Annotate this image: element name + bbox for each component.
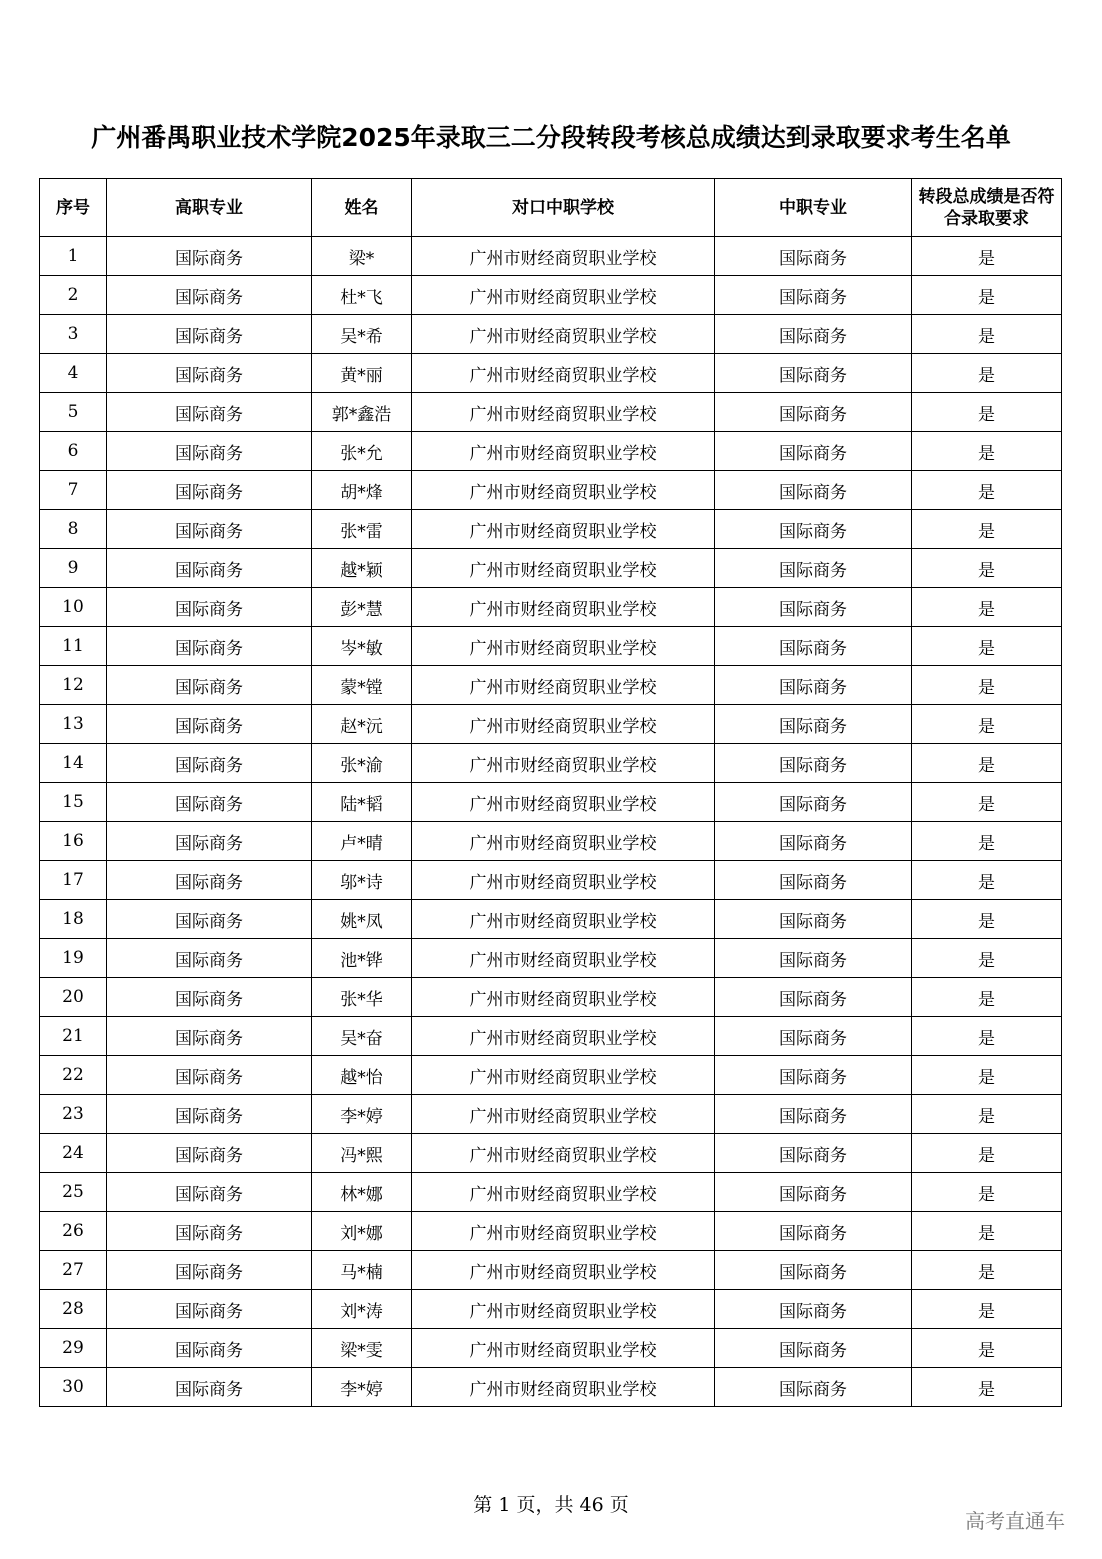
table-row: [40, 393, 1062, 432]
cell-vocational-major: 国际商务: [715, 861, 912, 900]
table-row: [40, 549, 1062, 588]
cell-meets-requirement: 是: [912, 1212, 1062, 1251]
table-row: [40, 627, 1062, 666]
table-row: [40, 1056, 1062, 1095]
cell-college-major: 国际商务: [107, 1017, 312, 1056]
header-vocational-school: 对口中职学校: [412, 179, 715, 237]
cell-name: 陆*韬: [312, 783, 412, 822]
cell-college-major: 国际商务: [107, 783, 312, 822]
cell-name: 卢*晴: [312, 822, 412, 861]
cell-name: 张*允: [312, 432, 412, 471]
cell-vocational-major: 国际商务: [715, 1251, 912, 1290]
cell-college-major: 国际商务: [107, 276, 312, 315]
cell-college-major: 国际商务: [107, 354, 312, 393]
cell-meets-requirement: 是: [912, 510, 1062, 549]
cell-meets-requirement: 是: [912, 1095, 1062, 1134]
cell-vocational-school: 广州市财经商贸职业学校: [412, 393, 715, 432]
cell-vocational-major: 国际商务: [715, 354, 912, 393]
cell-name: 刘*娜: [312, 1212, 412, 1251]
cell-vocational-major: 国际商务: [715, 315, 912, 354]
cell-vocational-major: 国际商务: [715, 237, 912, 276]
cell-vocational-school: 广州市财经商贸职业学校: [412, 705, 715, 744]
cell-college-major: 国际商务: [107, 705, 312, 744]
cell-vocational-major: 国际商务: [715, 705, 912, 744]
cell-college-major: 国际商务: [107, 1056, 312, 1095]
cell-meets-requirement: 是: [912, 1173, 1062, 1212]
cell-vocational-major: 国际商务: [715, 1134, 912, 1173]
table-row: [40, 237, 1062, 276]
cell-index: 30: [40, 1368, 107, 1407]
cell-name: 梁*雯: [312, 1329, 412, 1368]
cell-index: 19: [40, 939, 107, 978]
cell-meets-requirement: 是: [912, 1368, 1062, 1407]
cell-vocational-major: 国际商务: [715, 1056, 912, 1095]
cell-name: 彭*慧: [312, 588, 412, 627]
cell-vocational-school: 广州市财经商贸职业学校: [412, 471, 715, 510]
cell-vocational-school: 广州市财经商贸职业学校: [412, 510, 715, 549]
table-header-row: [40, 179, 1062, 237]
header-college-major: 高职专业: [107, 179, 312, 237]
cell-vocational-major: 国际商务: [715, 783, 912, 822]
table-row: [40, 1290, 1062, 1329]
cell-vocational-major: 国际商务: [715, 471, 912, 510]
cell-meets-requirement: 是: [912, 1017, 1062, 1056]
cell-meets-requirement: 是: [912, 237, 1062, 276]
cell-vocational-school: 广州市财经商贸职业学校: [412, 1251, 715, 1290]
cell-meets-requirement: 是: [912, 393, 1062, 432]
cell-name: 越*颖: [312, 549, 412, 588]
page-title: 广州番禺职业技术学院2025年录取三二分段转段考核总成绩达到录取要求考生名单: [91, 123, 1011, 152]
cell-college-major: 国际商务: [107, 1368, 312, 1407]
cell-meets-requirement: 是: [912, 939, 1062, 978]
cell-vocational-major: 国际商务: [715, 939, 912, 978]
watermark: 高考直通车: [965, 1509, 1065, 1533]
cell-college-major: 国际商务: [107, 1095, 312, 1134]
cell-vocational-major: 国际商务: [715, 822, 912, 861]
table-row: [40, 1017, 1062, 1056]
cell-vocational-school: 广州市财经商贸职业学校: [412, 900, 715, 939]
cell-meets-requirement: 是: [912, 588, 1062, 627]
cell-vocational-major: 国际商务: [715, 627, 912, 666]
cell-name: 杜*飞: [312, 276, 412, 315]
cell-vocational-major: 国际商务: [715, 432, 912, 471]
cell-name: 赵*沅: [312, 705, 412, 744]
cell-college-major: 国际商务: [107, 861, 312, 900]
table-row: [40, 471, 1062, 510]
cell-meets-requirement: 是: [912, 900, 1062, 939]
cell-vocational-school: 广州市财经商贸职业学校: [412, 783, 715, 822]
cell-college-major: 国际商务: [107, 1290, 312, 1329]
cell-index: 20: [40, 978, 107, 1017]
cell-vocational-school: 广州市财经商贸职业学校: [412, 1056, 715, 1095]
table-row: [40, 900, 1062, 939]
cell-college-major: 国际商务: [107, 1173, 312, 1212]
table-row: [40, 1329, 1062, 1368]
table-body: [40, 237, 1062, 1407]
cell-college-major: 国际商务: [107, 1134, 312, 1173]
cell-vocational-school: 广州市财经商贸职业学校: [412, 627, 715, 666]
cell-college-major: 国际商务: [107, 1329, 312, 1368]
cell-college-major: 国际商务: [107, 900, 312, 939]
cell-vocational-major: 国际商务: [715, 1329, 912, 1368]
cell-name: 蒙*镗: [312, 666, 412, 705]
cell-name: 郭*鑫浩: [312, 393, 412, 432]
table-row: [40, 939, 1062, 978]
cell-index: 29: [40, 1329, 107, 1368]
cell-meets-requirement: 是: [912, 627, 1062, 666]
cell-college-major: 国际商务: [107, 978, 312, 1017]
cell-meets-requirement: 是: [912, 354, 1062, 393]
table-row: [40, 1212, 1062, 1251]
cell-meets-requirement: 是: [912, 822, 1062, 861]
cell-meets-requirement: 是: [912, 666, 1062, 705]
header-meets-requirement: 转段总成绩是否符合录取要求: [912, 179, 1062, 237]
cell-name: 李*婷: [312, 1095, 412, 1134]
cell-index: 27: [40, 1251, 107, 1290]
cell-vocational-major: 国际商务: [715, 978, 912, 1017]
cell-name: 张*渝: [312, 744, 412, 783]
cell-vocational-school: 广州市财经商贸职业学校: [412, 276, 715, 315]
cell-index: 24: [40, 1134, 107, 1173]
cell-vocational-school: 广州市财经商贸职业学校: [412, 978, 715, 1017]
cell-name: 岑*敏: [312, 627, 412, 666]
cell-vocational-major: 国际商务: [715, 549, 912, 588]
table-row: [40, 1095, 1062, 1134]
cell-meets-requirement: 是: [912, 1134, 1062, 1173]
cell-index: 16: [40, 822, 107, 861]
cell-vocational-major: 国际商务: [715, 1173, 912, 1212]
cell-name: 马*楠: [312, 1251, 412, 1290]
cell-index: 15: [40, 783, 107, 822]
cell-college-major: 国际商务: [107, 822, 312, 861]
cell-college-major: 国际商务: [107, 471, 312, 510]
cell-index: 7: [40, 471, 107, 510]
cell-index: 18: [40, 900, 107, 939]
cell-vocational-school: 广州市财经商贸职业学校: [412, 822, 715, 861]
table-row: [40, 432, 1062, 471]
cell-name: 梁*: [312, 237, 412, 276]
cell-index: 6: [40, 432, 107, 471]
cell-index: 3: [40, 315, 107, 354]
cell-vocational-school: 广州市财经商贸职业学校: [412, 588, 715, 627]
cell-name: 越*怡: [312, 1056, 412, 1095]
cell-name: 邬*诗: [312, 861, 412, 900]
cell-name: 吴*希: [312, 315, 412, 354]
cell-meets-requirement: 是: [912, 705, 1062, 744]
table-row: [40, 861, 1062, 900]
cell-vocational-school: 广州市财经商贸职业学校: [412, 1212, 715, 1251]
cell-meets-requirement: 是: [912, 783, 1062, 822]
cell-vocational-major: 国际商务: [715, 510, 912, 549]
cell-vocational-school: 广州市财经商贸职业学校: [412, 549, 715, 588]
cell-vocational-school: 广州市财经商贸职业学校: [412, 354, 715, 393]
cell-vocational-major: 国际商务: [715, 276, 912, 315]
cell-name: 张*华: [312, 978, 412, 1017]
table-row: [40, 510, 1062, 549]
table-row: [40, 315, 1062, 354]
table-row: [40, 978, 1062, 1017]
table-row: [40, 1134, 1062, 1173]
cell-vocational-major: 国际商务: [715, 744, 912, 783]
cell-vocational-major: 国际商务: [715, 1095, 912, 1134]
cell-index: 22: [40, 1056, 107, 1095]
cell-meets-requirement: 是: [912, 1329, 1062, 1368]
cell-index: 23: [40, 1095, 107, 1134]
cell-name: 胡*烽: [312, 471, 412, 510]
header-vocational-major: 中职专业: [715, 179, 912, 237]
cell-vocational-school: 广州市财经商贸职业学校: [412, 1329, 715, 1368]
cell-vocational-school: 广州市财经商贸职业学校: [412, 1134, 715, 1173]
cell-vocational-school: 广州市财经商贸职业学校: [412, 1290, 715, 1329]
table-row: [40, 705, 1062, 744]
cell-name: 黄*丽: [312, 354, 412, 393]
cell-index: 25: [40, 1173, 107, 1212]
cell-vocational-major: 国际商务: [715, 1290, 912, 1329]
cell-vocational-school: 广州市财经商贸职业学校: [412, 939, 715, 978]
cell-meets-requirement: 是: [912, 549, 1062, 588]
table-row: [40, 783, 1062, 822]
cell-meets-requirement: 是: [912, 1056, 1062, 1095]
cell-vocational-major: 国际商务: [715, 393, 912, 432]
cell-meets-requirement: 是: [912, 471, 1062, 510]
cell-name: 姚*凤: [312, 900, 412, 939]
table-row: [40, 1251, 1062, 1290]
cell-vocational-school: 广州市财经商贸职业学校: [412, 744, 715, 783]
cell-college-major: 国际商务: [107, 432, 312, 471]
cell-name: 李*婷: [312, 1368, 412, 1407]
admission-table: [39, 178, 1062, 1407]
table-row: [40, 744, 1062, 783]
cell-meets-requirement: 是: [912, 1290, 1062, 1329]
cell-vocational-school: 广州市财经商贸职业学校: [412, 666, 715, 705]
cell-index: 26: [40, 1212, 107, 1251]
page-footer: 第 1 页，共 46 页: [473, 1494, 629, 1516]
cell-college-major: 国际商务: [107, 939, 312, 978]
cell-college-major: 国际商务: [107, 315, 312, 354]
cell-vocational-major: 国际商务: [715, 1212, 912, 1251]
cell-college-major: 国际商务: [107, 549, 312, 588]
cell-college-major: 国际商务: [107, 237, 312, 276]
cell-name: 张*雷: [312, 510, 412, 549]
cell-meets-requirement: 是: [912, 432, 1062, 471]
cell-vocational-major: 国际商务: [715, 900, 912, 939]
cell-index: 28: [40, 1290, 107, 1329]
cell-meets-requirement: 是: [912, 1251, 1062, 1290]
cell-vocational-school: 广州市财经商贸职业学校: [412, 315, 715, 354]
table-row: [40, 276, 1062, 315]
cell-index: 9: [40, 549, 107, 588]
cell-meets-requirement: 是: [912, 978, 1062, 1017]
cell-vocational-school: 广州市财经商贸职业学校: [412, 432, 715, 471]
cell-meets-requirement: 是: [912, 315, 1062, 354]
cell-index: 11: [40, 627, 107, 666]
cell-name: 冯*熙: [312, 1134, 412, 1173]
cell-college-major: 国际商务: [107, 744, 312, 783]
header-index: 序号: [40, 179, 107, 237]
cell-vocational-school: 广州市财经商贸职业学校: [412, 1173, 715, 1212]
cell-vocational-school: 广州市财经商贸职业学校: [412, 1017, 715, 1056]
cell-name: 林*娜: [312, 1173, 412, 1212]
cell-index: 4: [40, 354, 107, 393]
cell-vocational-school: 广州市财经商贸职业学校: [412, 1095, 715, 1134]
cell-college-major: 国际商务: [107, 666, 312, 705]
cell-index: 21: [40, 1017, 107, 1056]
cell-name: 吴*奋: [312, 1017, 412, 1056]
cell-college-major: 国际商务: [107, 1251, 312, 1290]
cell-name: 刘*涛: [312, 1290, 412, 1329]
cell-name: 池*铧: [312, 939, 412, 978]
cell-index: 14: [40, 744, 107, 783]
cell-meets-requirement: 是: [912, 861, 1062, 900]
table-row: [40, 354, 1062, 393]
cell-vocational-major: 国际商务: [715, 1017, 912, 1056]
cell-index: 2: [40, 276, 107, 315]
cell-index: 1: [40, 237, 107, 276]
table-row: [40, 666, 1062, 705]
cell-vocational-major: 国际商务: [715, 666, 912, 705]
table-row: [40, 588, 1062, 627]
header-name: 姓名: [312, 179, 412, 237]
cell-meets-requirement: 是: [912, 744, 1062, 783]
cell-vocational-major: 国际商务: [715, 588, 912, 627]
cell-vocational-school: 广州市财经商贸职业学校: [412, 237, 715, 276]
cell-vocational-school: 广州市财经商贸职业学校: [412, 861, 715, 900]
cell-index: 12: [40, 666, 107, 705]
cell-index: 8: [40, 510, 107, 549]
cell-index: 13: [40, 705, 107, 744]
cell-index: 17: [40, 861, 107, 900]
cell-meets-requirement: 是: [912, 276, 1062, 315]
cell-index: 10: [40, 588, 107, 627]
cell-index: 5: [40, 393, 107, 432]
cell-vocational-school: 广州市财经商贸职业学校: [412, 1368, 715, 1407]
cell-vocational-major: 国际商务: [715, 1368, 912, 1407]
cell-college-major: 国际商务: [107, 588, 312, 627]
table-row: [40, 1173, 1062, 1212]
table-row: [40, 822, 1062, 861]
cell-college-major: 国际商务: [107, 1212, 312, 1251]
cell-college-major: 国际商务: [107, 393, 312, 432]
cell-college-major: 国际商务: [107, 627, 312, 666]
cell-college-major: 国际商务: [107, 510, 312, 549]
table-row: [40, 1368, 1062, 1407]
